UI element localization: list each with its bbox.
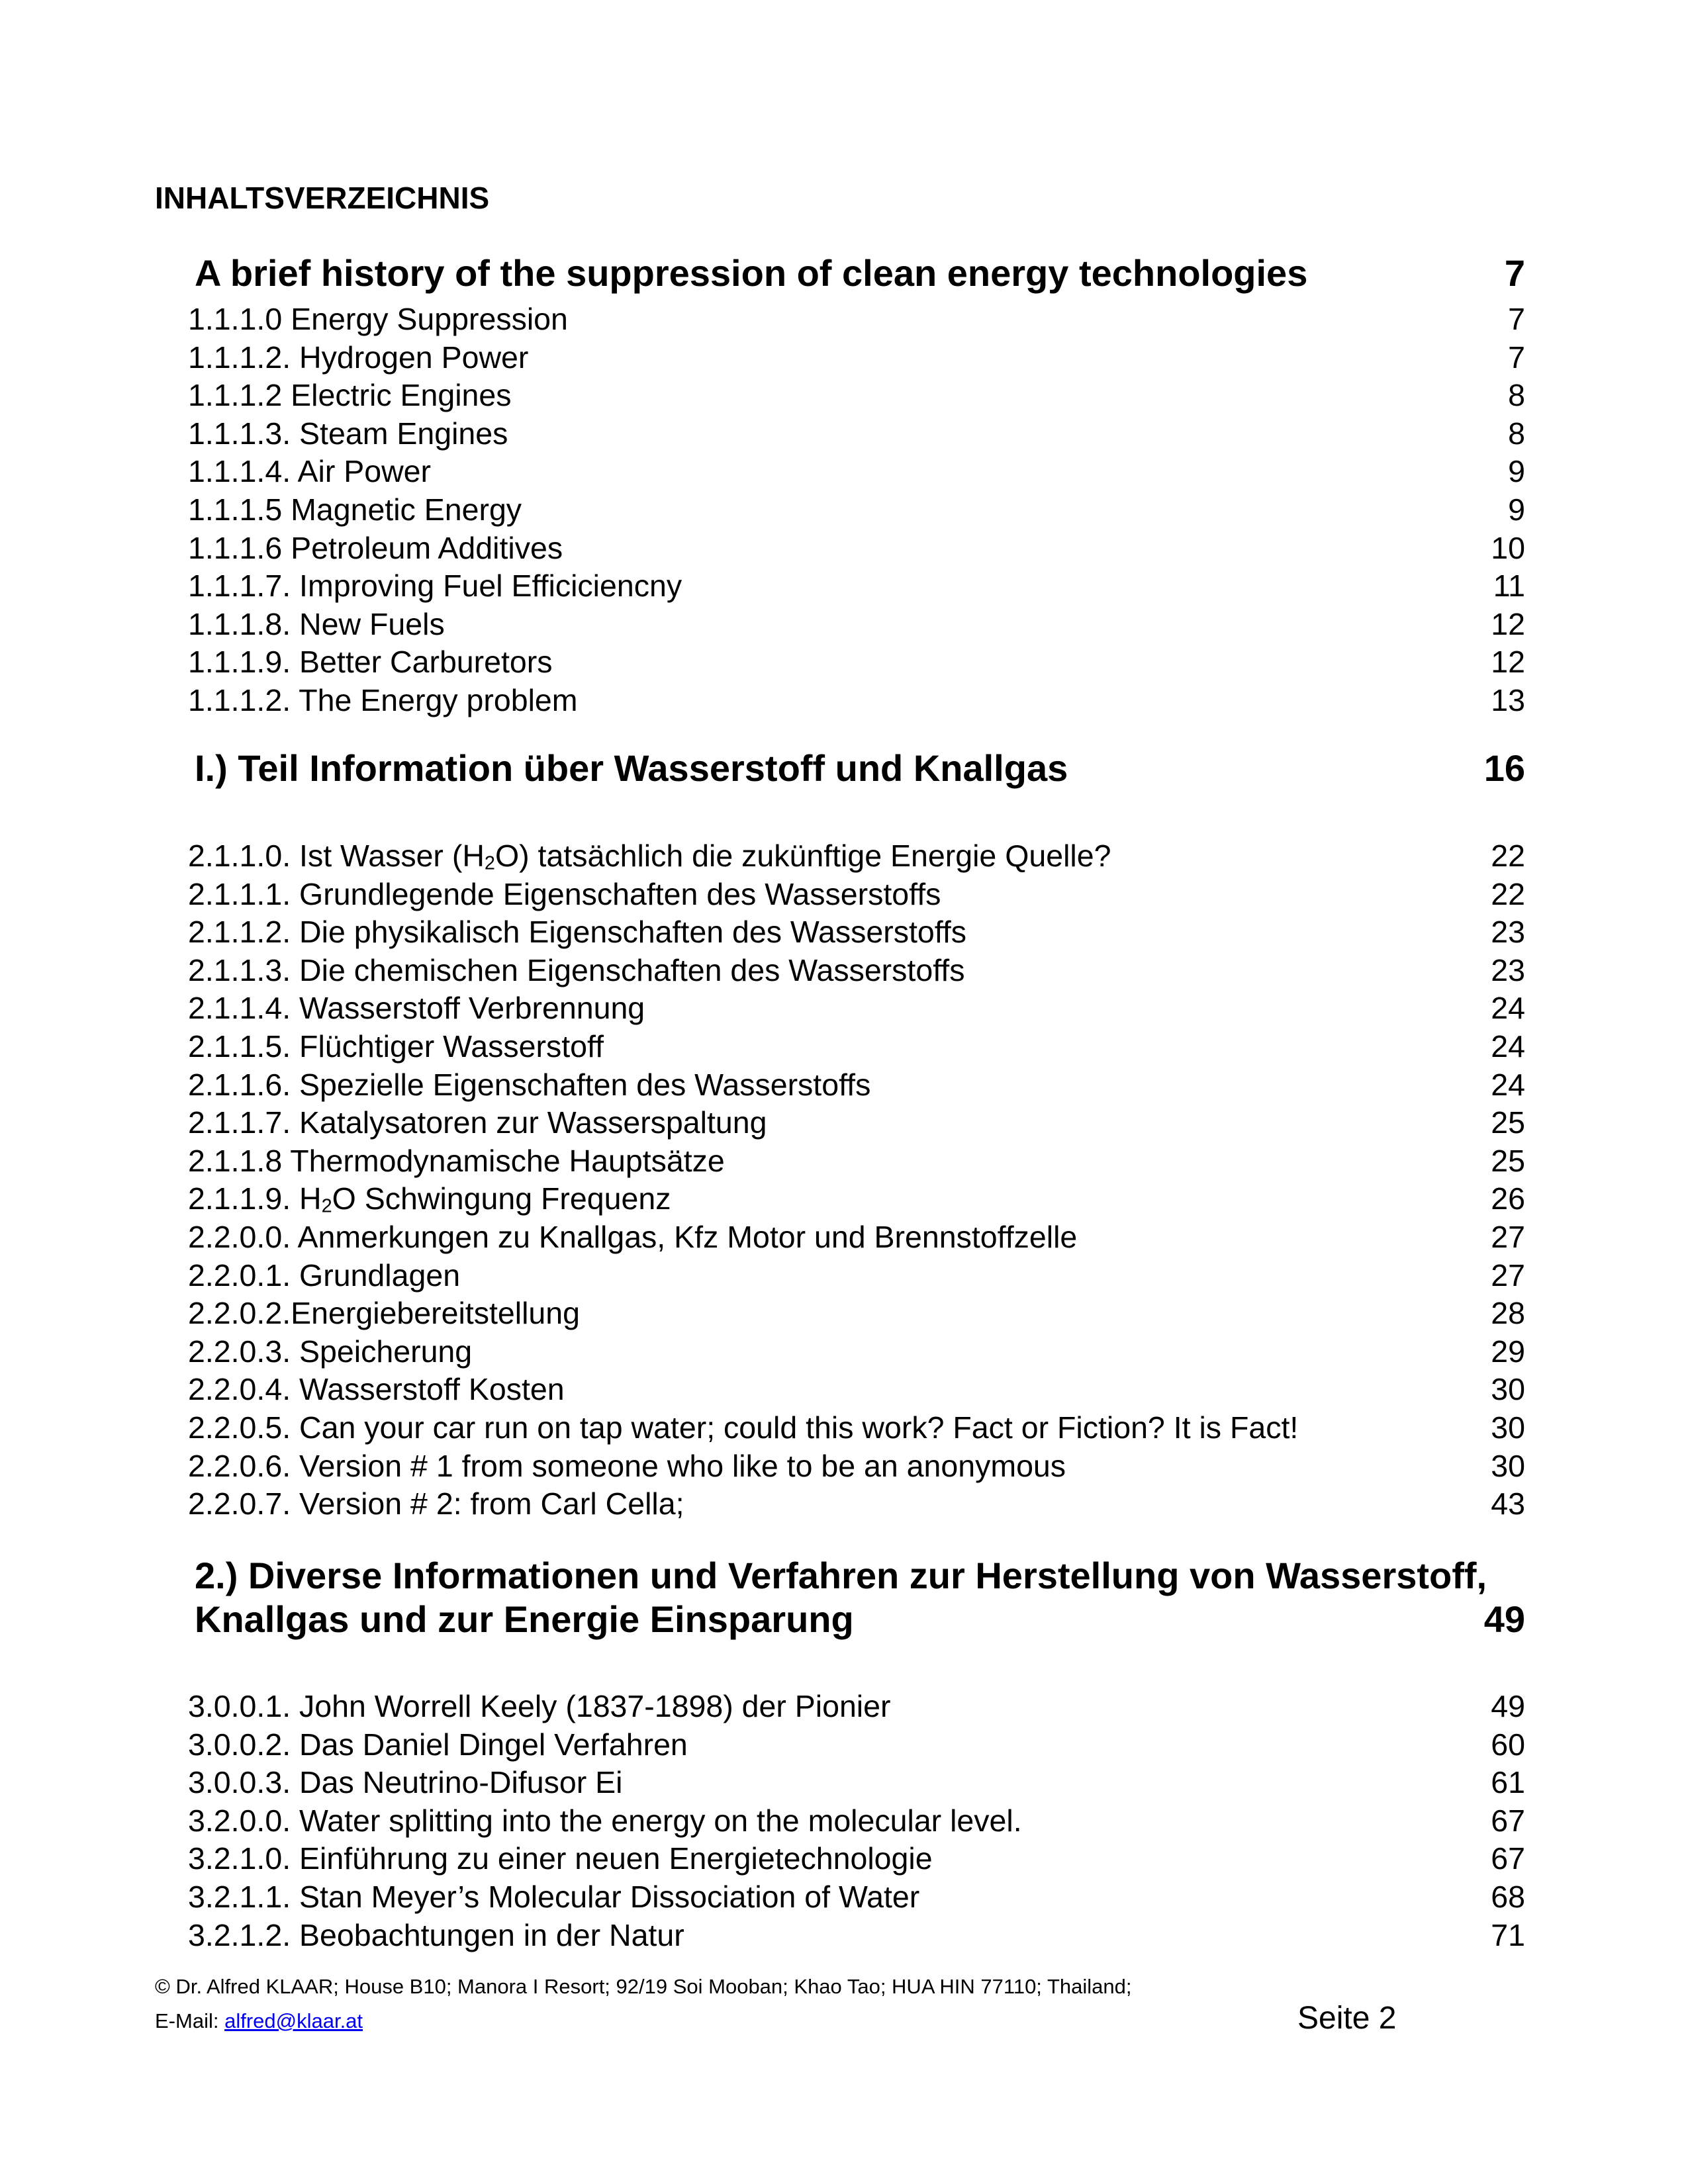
toc-entry-label: 2.1.1.5. Flüchtiger Wasserstoff: [188, 1028, 604, 1064]
toc-entry-label: 2.1.1.0. Ist Wasser $(H_2O)$ tatsächlich die zukünftige Energie Quelle?: [188, 839, 1111, 874]
toc-entry[interactable]: [188, 1333, 1525, 1371]
toc-entry-page: 30: [1491, 1372, 1525, 1407]
toc-entry-label: 3.2.1.0. Einführung zu einer neuen Energietechnologie: [188, 1841, 933, 1876]
toc-entry-page: 22: [1491, 839, 1525, 873]
toc-entry-label: 2.1.1.9. $H_2O$ Schwingung Frequenz: [188, 1181, 671, 1217]
section-title-continued: Knallgas und zur Energie Einsparung: [195, 1598, 854, 1640]
footer-email-label: E-Mail:: [155, 2009, 225, 2032]
section-title: I.) Teil Information über Wasserstoff und Knallgas: [195, 747, 1068, 789]
toc-entry-label: 2.1.1.4. Wasserstoff Verbrennung: [188, 991, 645, 1026]
footer-email-link[interactable]: alfred@klaar.at: [224, 2009, 363, 2032]
toc-entry[interactable]: [188, 913, 1525, 952]
toc-entry[interactable]: [188, 1104, 1525, 1142]
toc-entry[interactable]: [188, 837, 1525, 876]
toc-entry-label: 3.0.0.2. Das Daniel Dingel Verfahren: [188, 1727, 688, 1762]
toc-entry-page: 26: [1491, 1181, 1525, 1216]
toc-entry-page: 10: [1491, 530, 1525, 565]
toc-entry-label: 1.1.1.6 Petroleum Additives: [188, 530, 563, 565]
section-title: 2.) Diverse Informationen und Verfahren zur Herstellung von Wasserstoff,: [195, 1555, 1487, 1596]
toc-entry-label: 2.2.0.4. Wasserstoff Kosten: [188, 1372, 565, 1407]
toc-entry[interactable]: [188, 682, 1525, 720]
toc-entry-list: [188, 1688, 1525, 1954]
toc-heading: INHALTSVERZEICHNIS: [155, 181, 490, 215]
toc-section-title[interactable]: [195, 747, 1525, 790]
toc-entry-label: 3.2.1.1. Stan Meyer’s Molecular Dissociation of Water: [188, 1879, 920, 1914]
toc-entry-label: 1.1.1.7. Improving Fuel Efficiciencny: [188, 569, 682, 604]
toc-entry-label: 1.1.1.8. New Fuels: [188, 606, 445, 641]
toc-entry[interactable]: [188, 1218, 1525, 1257]
toc-entry-label: 1.1.1.0 Energy Suppression: [188, 302, 568, 336]
toc-entry-label: 2.2.0.1. Grundlagen: [188, 1257, 461, 1293]
toc-entry-page: 11: [1493, 569, 1525, 604]
toc-entry-page: 71: [1491, 1917, 1525, 1952]
toc-entry[interactable]: [188, 1726, 1525, 1764]
toc-entry[interactable]: [188, 415, 1525, 453]
section-page-number: 7: [1504, 252, 1525, 294]
toc-entry-label: 2.1.1.8 Thermodynamische Hauptsätze: [188, 1143, 725, 1178]
toc-entry[interactable]: [188, 1917, 1525, 1955]
toc-entry-list: [188, 837, 1525, 1524]
toc-entry-list: [188, 300, 1525, 720]
toc-entry-page: 24: [1491, 1028, 1525, 1064]
toc-entry-page: 7: [1508, 340, 1525, 375]
toc-entry-label: 2.1.1.2. Die physikalisch Eigenschaften des Wasserstoffs: [188, 915, 967, 950]
toc-entry[interactable]: [188, 1409, 1525, 1447]
toc-entry-page: 8: [1508, 378, 1525, 413]
toc-entry-page: 61: [1491, 1765, 1525, 1800]
toc-entry[interactable]: [188, 300, 1525, 339]
toc-entry-label: 3.2.1.2. Beobachtungen in der Natur: [188, 1917, 684, 1952]
toc-entry-page: 23: [1491, 915, 1525, 950]
toc-entry-page: 49: [1491, 1689, 1525, 1723]
toc-entry-page: 30: [1491, 1410, 1525, 1445]
toc-section-title[interactable]: [195, 1554, 1525, 1641]
toc-entry[interactable]: [188, 1142, 1525, 1181]
toc-entry[interactable]: [188, 989, 1525, 1028]
toc-entry-label: 2.1.1.3. Die chemischen Eigenschaften des Wasserstoffs: [188, 952, 965, 987]
toc-entry-label: 2.2.0.7. Version # 2: from Carl Cella;: [188, 1486, 684, 1522]
section-page-number: 16: [1483, 747, 1525, 789]
toc-entry[interactable]: [188, 339, 1525, 377]
toc-entry[interactable]: [188, 606, 1525, 644]
page-number-label: Seite 2: [1297, 2001, 1397, 2036]
toc-entry[interactable]: [188, 1180, 1525, 1218]
toc-entry-label: 2.2.0.0. Anmerkungen zu Knallgas, Kfz Motor und Brennstoffzelle: [188, 1219, 1078, 1254]
toc-entry-label: 1.1.1.4. Air Power: [188, 454, 432, 489]
toc-entry-page: 13: [1491, 682, 1525, 717]
toc-entry[interactable]: [188, 1840, 1525, 1878]
toc-entry-page: 9: [1508, 454, 1525, 489]
toc-entry[interactable]: [188, 1802, 1525, 1841]
toc-entry-label: 2.2.0.6. Version # 1 from someone who like to be an anonymous: [188, 1448, 1066, 1483]
toc-entry[interactable]: [188, 529, 1525, 568]
toc-entry-page: 67: [1491, 1803, 1525, 1838]
toc-entry[interactable]: [188, 1066, 1525, 1105]
toc-entry[interactable]: [188, 1878, 1525, 1917]
section-page-number: 49: [1483, 1598, 1525, 1640]
toc-entry[interactable]: [188, 1295, 1525, 1333]
toc-entry-label: 2.1.1.1. Grundlegende Eigenschaften des Wasserstoffs: [188, 876, 941, 911]
toc-entry-page: 27: [1491, 1257, 1525, 1293]
toc-entry[interactable]: [188, 1485, 1525, 1524]
toc-entry[interactable]: [188, 1257, 1525, 1295]
toc-entry-page: 22: [1491, 876, 1525, 911]
toc-entry-page: 29: [1491, 1334, 1525, 1369]
toc-entry-page: 23: [1491, 952, 1525, 987]
toc-entry[interactable]: [188, 952, 1525, 990]
toc-entry-page: 24: [1491, 991, 1525, 1026]
toc-entry-page: 28: [1491, 1296, 1525, 1331]
toc-entry-label: 1.1.1.9. Better Carburetors: [188, 645, 553, 680]
toc-entry-label: 2.2.0.3. Speicherung: [188, 1334, 473, 1369]
toc-entry-label: 1.1.1.2. The Energy problem: [188, 682, 578, 717]
toc-entry-page: 67: [1491, 1841, 1525, 1876]
toc-entry-page: 30: [1491, 1448, 1525, 1483]
toc-entry-page: 43: [1491, 1486, 1525, 1522]
toc-entry-page: 7: [1508, 302, 1525, 336]
toc-entry-page: 9: [1508, 492, 1525, 527]
toc-entry[interactable]: [188, 1028, 1525, 1066]
footer-email-line: [155, 2008, 1479, 2034]
toc-entry-label: 1.1.1.2. Hydrogen Power: [188, 340, 529, 375]
toc-entry-page: 60: [1491, 1727, 1525, 1762]
toc-entry[interactable]: [188, 377, 1525, 415]
toc-entry[interactable]: [188, 567, 1525, 606]
toc-entry-page: 12: [1491, 606, 1525, 641]
toc-entry-label: 3.2.0.0. Water splitting into the energy on the molecular level.: [188, 1803, 1022, 1838]
toc-entry-page: 27: [1491, 1219, 1525, 1254]
toc-entry-label: 2.1.1.7. Katalysatoren zur Wasserspaltung: [188, 1105, 767, 1140]
toc-entry[interactable]: [188, 1764, 1525, 1802]
toc-entry-page: 8: [1508, 416, 1525, 451]
toc-entry[interactable]: [188, 1371, 1525, 1409]
toc-entry-page: 25: [1491, 1105, 1525, 1140]
toc-entry-page: 24: [1491, 1067, 1525, 1102]
toc-entry[interactable]: [188, 643, 1525, 682]
toc-entry-label: 2.2.0.5. Can your car run on tap water; could this work? Fact or Fiction? It is Fact!: [188, 1410, 1299, 1445]
toc-entry-page: 25: [1491, 1143, 1525, 1178]
toc-section-title[interactable]: [195, 251, 1525, 295]
toc-entry[interactable]: [188, 876, 1525, 914]
toc-entry[interactable]: [188, 1688, 1525, 1726]
toc-entry-label: 2.2.0.2.Energiebereitstellung: [188, 1296, 580, 1331]
toc-entry-page: 68: [1491, 1879, 1525, 1914]
toc-entry-page: 12: [1491, 645, 1525, 680]
toc-entry[interactable]: [188, 491, 1525, 529]
toc-entry[interactable]: [188, 453, 1525, 491]
toc-entry-label: 1.1.1.3. Steam Engines: [188, 416, 508, 451]
toc-entry-label: 3.0.0.1. John Worrell Keely (1837-1898) der Pionier: [188, 1689, 891, 1723]
toc-entry-label: 1.1.1.2 Electric Engines: [188, 378, 512, 413]
toc-entry-label: 1.1.1.5 Magnetic Energy: [188, 492, 522, 527]
footer-address: © Dr. Alfred KLAAR; House B10; Manora I Resort; 92/19 Soi Mooban; Khao Tao; HUA HIN 77110; Thailand;: [155, 1975, 1132, 1998]
section-title: A brief history of the suppression of clean energy technologies: [195, 252, 1308, 294]
toc-entry-label: 3.0.0.3. Das Neutrino-Difusor Ei: [188, 1765, 623, 1800]
toc-entry[interactable]: [188, 1447, 1525, 1486]
toc-entry-label: 2.1.1.6. Spezielle Eigenschaften des Wasserstoffs: [188, 1067, 871, 1102]
